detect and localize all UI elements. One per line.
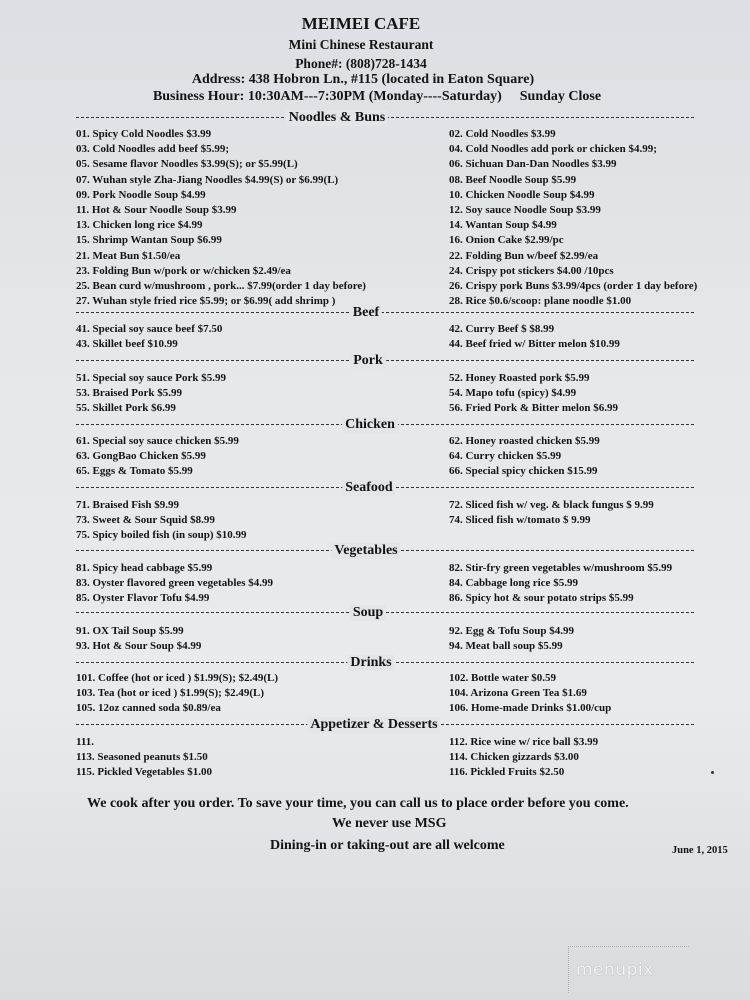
appetizer-right-list	[449, 735, 598, 781]
section-title: Pork	[350, 353, 386, 369]
menu-item: 53. Braised Pork $5.99	[76, 387, 183, 400]
menu-item: 112. Rice wine w/ rice ball $3.99	[449, 736, 599, 748]
menu-item: 43. Skillet beef $10.99	[76, 338, 178, 351]
appetizer-left-list	[76, 735, 212, 781]
menu-item: 66. Special spicy chicken $15.99	[449, 465, 598, 478]
menu-item: 62. Honey roasted chicken $5.99	[449, 435, 600, 447]
pork-left-list	[76, 371, 226, 417]
menu-item: 85. Oyster Flavor Tofu $4.99	[76, 592, 210, 605]
menu-item: 115. Pickled Vegetables $1.00	[76, 766, 212, 779]
menu-item: 92. Egg & Tofu Soup $4.99	[449, 625, 575, 637]
menu-item: 101. Coffee (hot or iced ) $1.99(S); $2.49(L)	[76, 672, 279, 684]
seafood-right-list	[449, 498, 654, 528]
menu-item: 08. Beef Noodle Soup $5.99	[449, 173, 577, 186]
noodles-left-list	[76, 127, 366, 309]
menu-item: 74. Sliced fish w/tomato $ 9.99	[449, 514, 591, 527]
menu-item: 63. GongBao Chicken $5.99	[76, 450, 206, 463]
menu-item: 73. Sweet & Sour Squid $8.99	[76, 514, 215, 527]
menu-item: 23. Folding Bun w/pork or w/chicken $2.49/ea	[76, 264, 291, 277]
section-header-drinks	[76, 655, 694, 671]
chicken-right-list	[449, 434, 600, 480]
menu-item: 54. Mapo tofu (spicy) $4.99	[449, 387, 577, 400]
menu-item: 116. Pickled Fruits $2.50	[449, 766, 565, 779]
menu-item: 11. Hot & Sour Noodle Soup $3.99	[76, 203, 237, 216]
menu-item: 113. Seasoned peanuts $1.50	[76, 751, 208, 764]
beef-left-list	[76, 322, 222, 352]
phone-number: Phone#: (808)728-1434	[295, 56, 427, 71]
chicken-left-list	[76, 434, 239, 480]
soup-right-list	[449, 624, 574, 654]
section-header-appetizer	[76, 717, 694, 733]
section-header-pork	[76, 353, 694, 369]
address: Address: 438 Hobron Ln., #115 (located in Eaton Square)	[191, 72, 535, 87]
menu-item: 104. Arizona Green Tea $1.69	[449, 687, 587, 700]
stray-mark	[711, 771, 714, 774]
menu-item: 93. Hot & Sour Soup $4.99	[76, 640, 202, 653]
restaurant-name: MEIMEI CAFE	[301, 14, 421, 33]
menu-item: 55. Skillet Pork $6.99	[76, 402, 176, 415]
section-title: Vegetables	[331, 543, 400, 559]
menu-item: 61. Special soy sauce chicken $5.99	[76, 435, 239, 447]
footer-note-dining: Dining-in or taking-out are all welcome	[270, 838, 505, 853]
menu-item: 82. Stir-fry green vegetables w/mushroom $5.99	[449, 562, 673, 574]
menu-item: 22. Folding Bun w/beef $2.99/ea	[449, 249, 599, 262]
sunday-closed: Sunday Close	[519, 89, 602, 104]
vegetables-left-list	[76, 561, 273, 607]
menu-item: 72. Sliced fish w/ veg. & black fungus $ 9.99	[449, 499, 654, 511]
drinks-right-list	[449, 671, 611, 717]
menu-item: 81. Spicy head cabbage $5.99	[76, 562, 213, 574]
menu-item: 83. Oyster flavored green vegetables $4.99	[76, 577, 274, 590]
menu-item: 25. Bean curd w/mushroom , pork... $7.99(order 1 day before)	[76, 279, 366, 292]
menu-item: 06. Sichuan Dan-Dan Noodles $3.99	[449, 158, 617, 171]
footer-note-order: We cook after you order. To save your time, you can call us to place order before you come.	[87, 796, 629, 811]
menu-item: 111.	[76, 736, 95, 748]
section-title: Drinks	[347, 655, 394, 671]
menu-item: 91. OX Tail Soup $5.99	[76, 625, 184, 637]
menu-item: 114. Chicken gizzards $3.00	[449, 751, 579, 764]
section-header-seafood	[76, 480, 694, 496]
beef-right-list	[449, 322, 620, 352]
menu-item: 27. Wuhan style fried rice $5.99; or $6.99( add shrimp )	[76, 295, 336, 308]
business-hours	[2, 89, 750, 105]
menu-item: 102. Bottle water $0.59	[449, 672, 557, 684]
section-header-soup	[76, 605, 694, 621]
menu-item: 106. Home-made Drinks $1.00/cup	[449, 702, 612, 715]
menu-item: 56. Fried Pork & Bitter melon $6.99	[449, 402, 619, 415]
menu-item: 51. Special soy sauce Pork $5.99	[76, 372, 227, 384]
menu-item: 44. Beef fried w/ Bitter melon $10.99	[449, 338, 620, 351]
menu-item: 13. Chicken long rice $4.99	[76, 219, 203, 232]
menu-item: 04. Cold Noodles add pork or chicken $4.99;	[449, 143, 657, 156]
noodles-right-list	[449, 127, 697, 309]
menu-item: 05. Sesame flavor Noodles $3.99(S); or $5.99(L)	[76, 158, 298, 171]
section-title: Beef	[350, 305, 382, 321]
section-title: Seafood	[342, 480, 395, 496]
menu-item: 64. Curry chicken $5.99	[449, 450, 562, 463]
restaurant-subtitle: Mini Chinese Restaurant	[288, 37, 434, 52]
menu-item: 42. Curry Beef $ $8.99	[449, 323, 555, 335]
menu-item: 02. Cold Noodles $3.99	[449, 128, 556, 140]
menu-item: 71. Braised Fish $9.99	[76, 499, 179, 511]
menu-item: 16. Onion Cake $2.99/pc	[449, 234, 564, 247]
menu-item: 14. Wantan Soup $4.99	[449, 219, 557, 232]
business-hours-text: Business Hour: 10:30AM---7:30PM (Monday----Saturday)	[152, 89, 502, 104]
drinks-left-list	[76, 671, 278, 717]
menu-item: 10. Chicken Noodle Soup $4.99	[449, 188, 595, 201]
section-title: Appetizer & Desserts	[307, 717, 440, 733]
vegetables-right-list	[449, 561, 672, 607]
section-header-chicken	[76, 417, 694, 433]
section-header-noodles	[76, 110, 694, 126]
menu-item: 105. 12oz canned soda $0.89/ea	[76, 702, 221, 715]
menu-item: 26. Crispy pork Buns $3.99/4pcs (order 1 day before)	[449, 279, 698, 292]
menu-item: 28. Rice $0.6/scoop: plane noodle $1.00	[449, 295, 632, 308]
menu-item: 52. Honey Roasted pork $5.99	[449, 372, 590, 384]
menu-item: 75. Spicy boiled fish (in soup) $10.99	[76, 529, 247, 542]
seafood-left-list	[76, 498, 247, 544]
menu-item: 41. Special soy sauce beef $7.50	[76, 323, 223, 335]
soup-left-list	[76, 624, 201, 654]
footer-note-msg: We never use MSG	[332, 816, 447, 831]
menu-item: 15. Shrimp Wantan Soup $6.99	[76, 234, 222, 247]
menu-item: 94. Meat ball soup $5.99	[449, 640, 563, 653]
menu-item: 103. Tea (hot or iced ) $1.99(S); $2.49(L)	[76, 687, 265, 700]
menu-item: 24. Crispy pot stickers $4.00 /10pcs	[449, 264, 614, 277]
menu-item: 07. Wuhan style Zha-Jiang Noodles $4.99(S) or $6.99(L)	[76, 173, 339, 186]
menu-item: 86. Spicy hot & sour potato strips $5.99	[449, 592, 634, 605]
section-title: Noodles & Buns	[286, 110, 388, 126]
menu-date: June 1, 2015	[672, 845, 728, 856]
menu-item: 65. Eggs & Tomato $5.99	[76, 465, 193, 478]
section-title: Chicken	[342, 417, 398, 433]
section-header-vegetables	[76, 543, 694, 559]
menu-item: 01. Spicy Cold Noodles $3.99	[76, 128, 212, 140]
watermark-logo: menupix	[576, 960, 654, 980]
section-title: Soup	[350, 605, 386, 621]
menu-item: 84. Cabbage long rice $5.99	[449, 577, 578, 590]
section-header-beef	[76, 305, 694, 321]
menu-item: 12. Soy sauce Noodle Soup $3.99	[449, 203, 601, 216]
menu-item: 21. Meat Bun $1.50/ea	[76, 249, 181, 262]
menu-item: 03. Cold Noodles add beef $5.99;	[76, 143, 230, 156]
pork-right-list	[449, 371, 618, 417]
menu-item: 09. Pork Noodle Soup $4.99	[76, 188, 206, 201]
